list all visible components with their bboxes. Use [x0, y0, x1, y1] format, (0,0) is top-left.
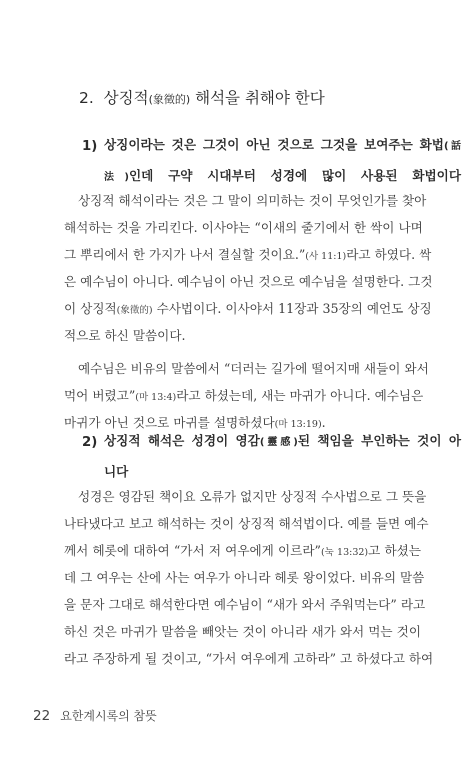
paragraph-3-line: 께서 헤롯에 대하여 “가서 저 여우에게 이르라”(눅 13:32)고 하셨는	[64, 543, 421, 558]
scripture-reference: (마 13:4)	[135, 392, 177, 403]
paragraph-1-line: 그 뿌리에서 한 가지가 나서 결실할 것이요.”(사 11:1)라고 하였다. 싹	[64, 247, 432, 262]
paragraph-2-line: 먹어 버렸고”(마 13:4)라고 하셨는데, 새는 마귀가 아니다. 예수님은	[64, 388, 424, 403]
paragraph-1-line: 적으로 하신 말씀이다.	[64, 328, 186, 343]
paragraph-1-line: 상징적 해석이라는 것은 그 말이 의미하는 것이 무엇인가를 찾아	[78, 193, 427, 208]
section-heading	[79, 86, 439, 112]
paragraph-3-line: 나타냈다고 보고 해석하는 것이 상징적 해석법이다. 예를 들면 예수	[64, 516, 429, 531]
subheading-1-number: 1)	[82, 139, 98, 154]
subheading-1-line-2: 法)인데 구약 시대부터 성경에 많이 사용된 화법이다	[104, 168, 461, 183]
paragraph-3-line: 을 문자 그대로 해석한다면 예수님이 “새가 와서 주워먹는다” 라고	[64, 597, 426, 612]
subheading-1	[82, 131, 461, 193]
section-title-hanja: (象徵的)	[148, 93, 191, 106]
scripture-reference: (눅 13:32)	[320, 547, 369, 558]
paragraph-2-line: 마귀가 아닌 것으로 마귀를 설명하셨다(마 13:19).	[64, 415, 326, 430]
paragraph-3-line: 데 그 여우는 산에 사는 여우가 아니라 헤롯 왕이었다. 비유의 말씀	[64, 570, 425, 585]
paragraph-3-line: 성경은 영감된 책이요 오류가 없지만 상징적 수사법으로 그 뜻을	[78, 489, 427, 504]
paragraph-3-line: 하신 것은 마귀가 말씀을 빼앗는 것이 아니라 새가 와서 먹는 것이	[64, 624, 421, 639]
paragraph-3-line: 라고 주장하게 될 것이고, “가서 여우에게 고하라” 고 하셨다고 하여	[64, 651, 434, 666]
page-footer	[33, 707, 157, 724]
hanja-annotation: (象徵的)	[116, 305, 153, 316]
scripture-reference: (사 11:1)	[305, 251, 347, 262]
section-number: 2.	[79, 89, 94, 107]
page-number: 22	[33, 708, 51, 724]
paragraph-1-line: 은 예수님이 아니다. 예수님이 아닌 것으로 예수님을 설명한다. 그것	[64, 274, 433, 289]
running-title: 요한계시록의 참뜻	[60, 709, 157, 723]
paragraph-2-line: 예수님은 비유의 말씀에서 “더러는 길가에 떨어지매 새들이 와서	[78, 361, 429, 376]
subheading-2-number: 2)	[82, 435, 98, 450]
subheading-1-line-1: 상징이라는 것은 그것이 아닌 것으로 그것을 보여주는 화법(話	[104, 137, 461, 152]
subheading-2-line-2: 니다	[104, 464, 129, 479]
subheading-2-line-1: 상징적 해석은 성경이 영감(靈感)된 책임을 부인하는 것이 아	[104, 433, 462, 448]
section-title-rest: 해석을 취해야 한다	[190, 89, 325, 107]
scripture-reference: (마 13:19)	[274, 419, 322, 430]
section-title-text: 상징적	[103, 89, 149, 107]
paragraph-1-line: 해석하는 것을 가리킨다. 이사야는 “이새의 줄기에서 한 싹이 나며	[64, 220, 423, 235]
subheading-2	[82, 427, 462, 489]
paragraph-1-line: 이 상징적(象徵的) 수사법이다. 이사야서 11장과 35장의 예언도 상징	[64, 301, 432, 316]
